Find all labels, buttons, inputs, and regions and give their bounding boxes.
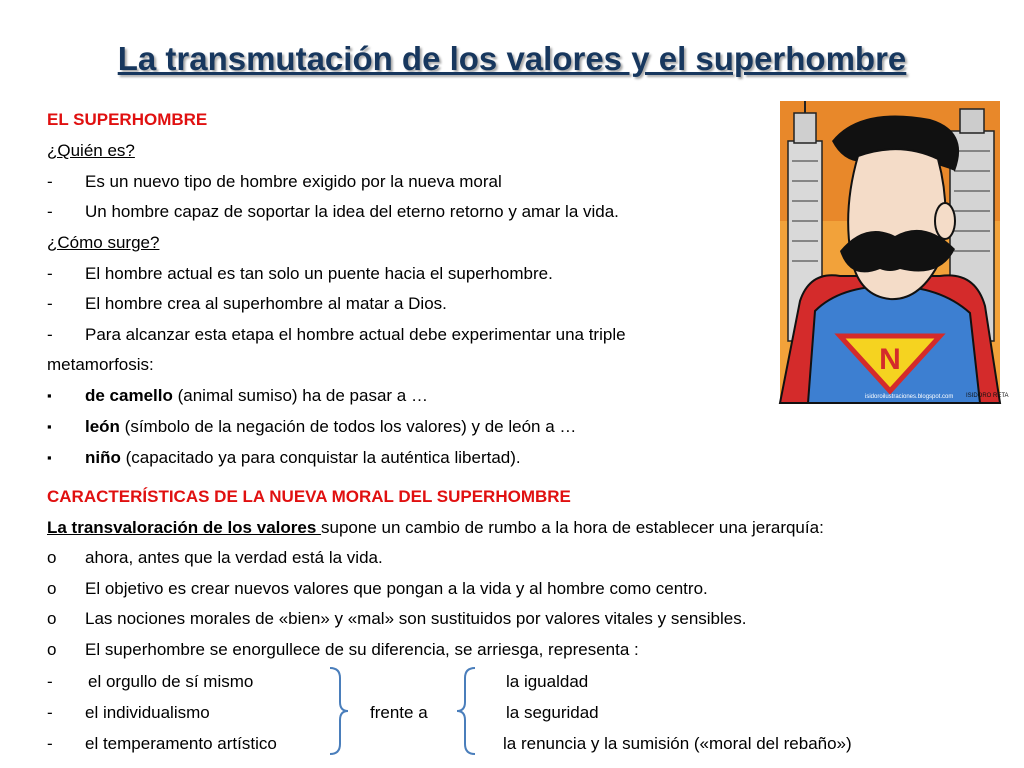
stage-name: de camello: [85, 386, 173, 405]
metamorphosis-item: [85, 386, 428, 406]
square-bullet-icon: ▪: [47, 450, 52, 465]
artist-signature: ISIDORO RETA: [966, 393, 1009, 399]
comparison-right-item: la seguridad: [506, 703, 599, 722]
image-credit: isidoroilustraciones.blogspot.com: [865, 394, 954, 400]
circle-bullet-icon: o: [47, 640, 57, 659]
list-item: El hombre actual es tan solo un puente hacia el superhombre.: [85, 264, 553, 283]
list-item: Es un nuevo tipo de hombre exigido por la nueva moral: [85, 172, 502, 191]
dash-marker: -: [47, 172, 53, 191]
transvaloracion-lead: [47, 518, 824, 538]
question-como-surge: ¿Cómo surge?: [47, 233, 160, 252]
question-quien-es: ¿Quién es?: [47, 141, 135, 160]
list-item-continuation: metamorfosis:: [47, 355, 154, 374]
slide-title: La transmutación de los valores y el superhombre: [117, 40, 907, 77]
list-item: Las nociones morales de «bien» y «mal» son sustituidos por valores vitales y sensibles.: [85, 609, 747, 628]
list-item: El superhombre se enorgullece de su diferencia, se arriesga, representa :: [85, 640, 639, 659]
list-item: El objetivo es crear nuevos valores que pongan a la vida y al hombre como centro.: [85, 579, 708, 598]
stage-name: niño: [85, 448, 121, 467]
list-item: El hombre crea al superhombre al matar a Dios.: [85, 294, 447, 313]
dash-marker: -: [47, 325, 53, 344]
metamorphosis-item: [85, 417, 576, 437]
lead-text: supone un cambio de rumbo a la hora de establecer una jerarquía:: [321, 518, 824, 537]
dash-marker: -: [47, 294, 53, 313]
comparison-right-item: la igualdad: [506, 672, 589, 691]
dash-marker: -: [47, 264, 53, 283]
comparison-left-item: el temperamento artístico: [85, 734, 277, 753]
dash-marker: -: [47, 672, 53, 691]
chest-letter: N: [879, 343, 901, 376]
list-item: ahora, antes que la verdad está la vida.: [85, 548, 383, 567]
comparison-left-item: el individualismo: [85, 703, 210, 722]
dash-marker: -: [47, 734, 53, 753]
comparison-right-item: la renuncia y la sumisión («moral del rebaño»): [503, 734, 852, 753]
circle-bullet-icon: o: [47, 579, 57, 598]
right-brace-icon: [455, 664, 479, 758]
stage-desc: (símbolo de la negación de todos los valores) y de león a …: [119, 417, 577, 436]
metamorphosis-item: [85, 448, 521, 468]
square-bullet-icon: ▪: [47, 388, 52, 403]
lead-term: La transvaloración de los valores: [47, 518, 322, 537]
left-brace-icon: [326, 664, 350, 758]
circle-bullet-icon: o: [47, 609, 57, 628]
square-bullet-icon: ▪: [47, 419, 52, 434]
circle-bullet-icon: o: [47, 548, 57, 567]
comparison-left-item: el orgullo de sí mismo: [88, 672, 254, 691]
stage-name: león: [85, 417, 120, 436]
comparison-middle-label: frente a: [370, 703, 428, 722]
dash-marker: -: [47, 202, 53, 221]
stage-desc: (animal sumiso) ha de pasar a …: [172, 386, 428, 405]
dash-marker: -: [47, 703, 53, 722]
section-heading-caracteristicas: CARACTERÍSTICAS DE LA NUEVA MORAL DEL SUPERHOMBRE: [47, 487, 571, 506]
superhombre-caricature-image: [780, 101, 1009, 403]
list-item: Un hombre capaz de soportar la idea del eterno retorno y amar la vida.: [85, 202, 619, 221]
list-item: Para alcanzar esta etapa el hombre actual debe experimentar una triple: [85, 325, 626, 344]
section-heading-superhombre: EL SUPERHOMBRE: [47, 110, 208, 129]
stage-desc: (capacitado ya para conquistar la auténtica libertad).: [120, 448, 521, 467]
